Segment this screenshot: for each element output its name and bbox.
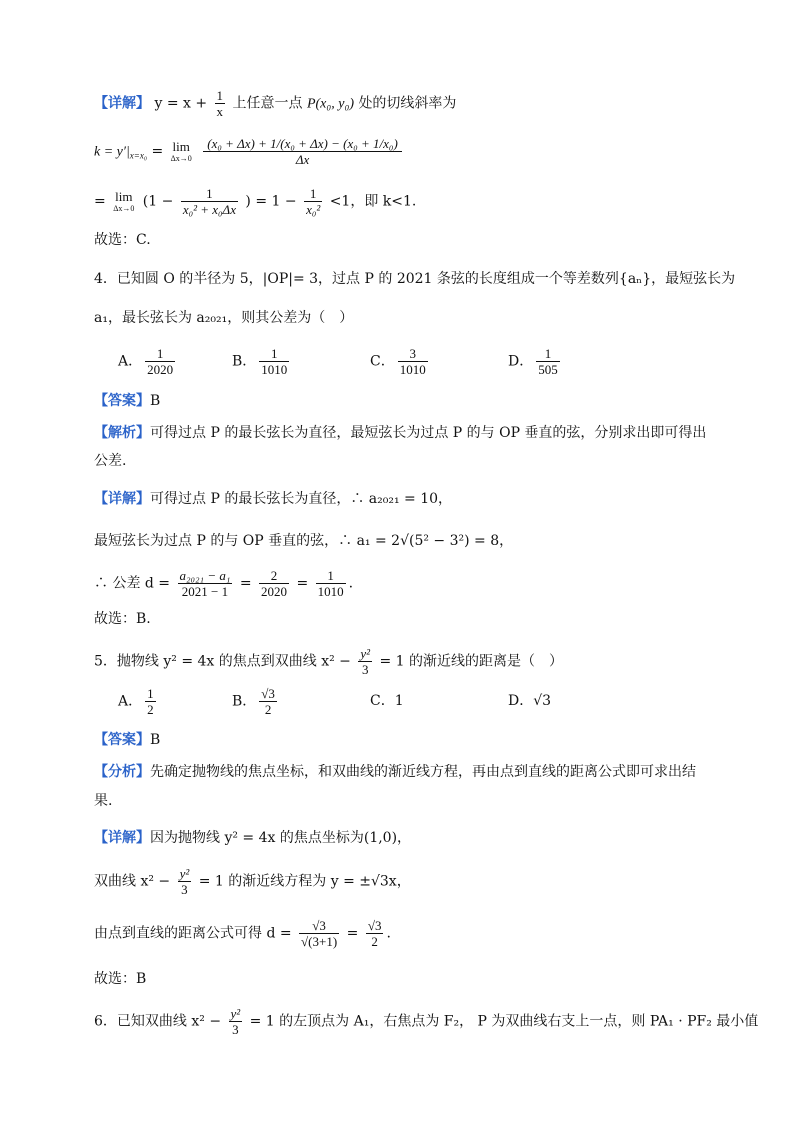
lim-operator: lim Δx→0 xyxy=(113,189,135,213)
text: 由点到直线的距离公式可得 d = xyxy=(94,925,292,942)
fraction-1-over-x: $\frac{1}{x}$ xyxy=(216,88,224,119)
eq: = xyxy=(346,925,359,942)
expr-y: y = x + xyxy=(154,95,208,112)
detail-text: 因为抛物线 y² = 4x 的焦点坐标为(1,0)， xyxy=(150,830,412,846)
detail-text: 可得过点 P 的最长弦长为直径，∴ a₂₀₂₁ = 10， xyxy=(150,491,453,507)
q5-stem-text: 5．抛物线 y² = 4x 的焦点到双曲线 x² − xyxy=(94,653,351,670)
q5-stem-text: = 1 的渐近线的距离是（ ） xyxy=(379,653,564,670)
q6-stem xyxy=(94,1006,758,1037)
answer-tag: 【答案】 xyxy=(94,393,150,409)
difference-quotient: $\frac{\text{(x₀ + Δx) + 1/(x₀ + Δx) − (x₀ + 1/x₀)}}{\Delta x}$ xyxy=(203,136,402,167)
q5-detail-1 xyxy=(94,828,411,848)
choice-line xyxy=(94,230,151,250)
text: ) = 1 − xyxy=(245,193,297,210)
q5-option-d: D．√3 xyxy=(508,693,552,709)
text: (1 − xyxy=(142,193,174,210)
analysis-text: 先确定抛物线的焦点坐标，和双曲线的渐近线方程，再由点到直线的距离公式即可求出结 xyxy=(150,764,696,780)
fraction: $\frac{\text{a₂₀₂₁ − a₁}}{2021 - 1}$ xyxy=(179,568,231,599)
fraction: $\frac{2}{2020}$ xyxy=(261,568,288,599)
eq: = xyxy=(296,575,309,592)
fraction: $\frac{1}{\text{x₀²}}$ xyxy=(306,186,321,217)
q4-option-b: B． $\frac{1}{1010}$ xyxy=(232,346,288,377)
q5-analysis-2 xyxy=(94,791,112,811)
q4-stem-text: a₁，最长弦长为 a₂₀₂₁，则其公差为（ ） xyxy=(94,310,354,326)
answer-value: B xyxy=(150,732,161,748)
point-p: P(x₀, y₀) xyxy=(306,96,354,112)
text: 处的切线斜率为 xyxy=(358,95,457,112)
q5-option-b: B． $\frac{√3}{2}$ xyxy=(232,686,275,717)
choice-text: 故选：C. xyxy=(94,232,151,248)
q4-stem-2 xyxy=(94,308,353,328)
text: = 1 的渐近线方程为 y = ±√3x， xyxy=(198,873,411,890)
eq: = xyxy=(94,193,106,210)
q4-stem-text: 4．已知圆 O 的半径为 5，|OP|= 3，过点 P 的 2021 条弦的长度组成一个等差数列{aₙ}，最短弦长为 xyxy=(94,271,736,287)
text: <1，即 k<1. xyxy=(329,193,417,210)
fraction: $\frac{√3}{√(3+1)}$ xyxy=(301,918,338,949)
detail-tag: 【详解】 xyxy=(94,830,150,846)
k-sub: x=x₀ xyxy=(129,150,147,161)
analysis-text: 可得过点 P 的最长弦长为直径，最短弦长为过点 P 的与 OP 垂直的弦，分别求出即可得出 xyxy=(150,425,707,441)
q4-detail-2 xyxy=(94,531,513,551)
q5-option-c: C．1 xyxy=(370,693,404,709)
text: 上任意一点 xyxy=(232,95,303,112)
fraction: $\frac{√3}{2}$ xyxy=(367,918,382,949)
detail-tag: 【详解】 xyxy=(94,491,150,507)
q4-option-c: C． $\frac{3}{1010}$ xyxy=(370,346,426,377)
q6-stem-text: 6．已知双曲线 x² − xyxy=(94,1013,222,1030)
q4-option-a: A． $\frac{1}{2020}$ xyxy=(118,346,174,377)
fraction: $\frac{1}{\text{x₀² + x₀Δx}}$ xyxy=(182,186,236,217)
q5-detail-2 xyxy=(94,866,411,897)
eq: = xyxy=(239,575,252,592)
q4-choice xyxy=(94,609,151,629)
fraction: $\frac{\text{y²}}{3}$ xyxy=(360,646,371,677)
q5-stem xyxy=(94,646,563,677)
answer-value: B xyxy=(150,393,161,409)
text: ∴ 公差 d = xyxy=(94,575,171,592)
detail-tag: 【详解】 xyxy=(94,95,150,112)
q4-stem-1 xyxy=(94,269,735,289)
analysis-tag: 【分析】 xyxy=(94,764,150,780)
fraction: $\frac{\text{y²}}{3}$ xyxy=(230,1006,241,1037)
lim-operator: lim Δx→0 xyxy=(170,139,192,163)
q5-detail-3: 由点到直线的距离公式可得 d = $\frac{√3}{√(3+1)}$ = $\frac{√3}{2}$ . xyxy=(94,918,391,949)
k-lhs: k = y′| xyxy=(94,144,130,160)
q4-answer xyxy=(94,391,160,411)
detail-line-1 xyxy=(94,88,456,119)
detail-text: 最短弦长为过点 P 的与 OP 垂直的弦，∴ a₁ = 2√(5² − 3²) = 8， xyxy=(94,533,514,549)
q5-answer xyxy=(94,730,160,750)
choice-text: 故选：B. xyxy=(94,611,151,627)
q5-analysis-1 xyxy=(94,762,696,782)
answer-tag: 【答案】 xyxy=(94,732,150,748)
q5-option-a: A． $\frac{1}{2}$ xyxy=(118,686,154,717)
choice-text: 故选：B xyxy=(94,971,147,987)
analysis-tag: 【解析】 xyxy=(94,425,150,441)
slope-definition: $k = y'|_{x=x_0}$ = lim Δx→0 $\frac{\text{(x₀ + Δx) + 1/(x₀ + Δx) − (x₀ + 1/x₀)}}{\Delta x}$ xyxy=(94,136,405,167)
q4-option-d: D． $\frac{1}{505}$ xyxy=(508,346,558,377)
text: 双曲线 x² − xyxy=(94,873,171,890)
analysis-text: 公差. xyxy=(94,453,127,469)
q4-detail-3: ∴ 公差 d = $\frac{\text{a₂₀₂₁ − a₁}}{2021 - 1}$ = $\frac{2}{2020}$ = $\frac{1}{1010}$ . xyxy=(94,568,354,599)
q5-choice xyxy=(94,969,146,989)
q4-analysis-1 xyxy=(94,423,706,443)
analysis-text: 果. xyxy=(94,793,113,809)
fraction: $\frac{\text{y²}}{3}$ xyxy=(179,866,190,897)
q4-analysis-2 xyxy=(94,451,126,471)
q6-stem-text: = 1 的左顶点为 A₁，右焦点为 F₂， P 为双曲线右支上一点，则 PA₁ · PF₂ 最小值 xyxy=(249,1013,759,1030)
q4-detail-1 xyxy=(94,489,452,509)
fraction: $\frac{1}{1010}$ xyxy=(317,568,344,599)
limit-result xyxy=(94,186,416,217)
